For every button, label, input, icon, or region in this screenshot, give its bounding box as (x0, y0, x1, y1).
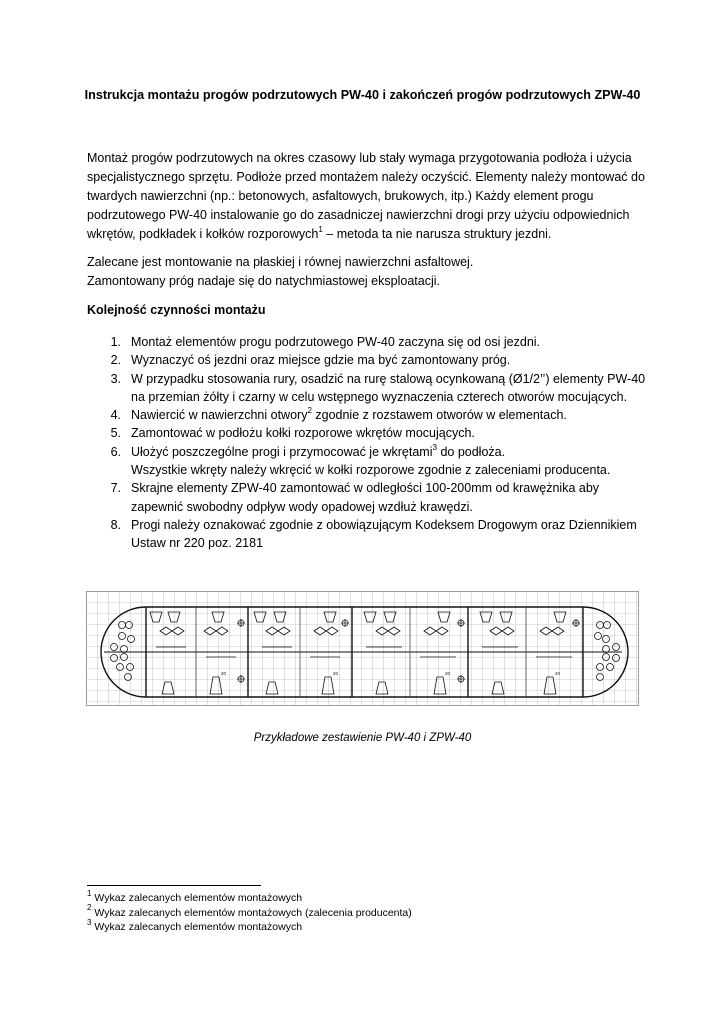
footnote-number: 1 (87, 888, 92, 898)
step-text: Ułożyć poszczególne progi i przymocować je wkrętami (131, 444, 433, 459)
list-item (87, 424, 657, 442)
step-text: na przemian żółty i czarny w celu wstępnego wyznaczenia czterech otworów mocujących. (131, 389, 628, 404)
recommendation-line: Zamontowany próg nadaje się do natychmiastowej eksploatacji. (87, 274, 440, 288)
intro-line: twardych nawierzchni (np.: betonowych, asfaltowych, brukowych, itp.) Każdy element progu (87, 189, 594, 203)
grid-background (86, 591, 639, 706)
list-item (87, 351, 657, 369)
assembly-diagram (86, 591, 639, 706)
list-item (87, 370, 657, 407)
step-text: Wyznaczyć oś jezdni oraz miejsce gdzie ma być zamontowany próg. (131, 353, 511, 368)
step-text: Zamontować w podłożu kołki rozporowe wkrętów mocujących. (131, 426, 475, 441)
recommendation-line: Zalecane jest montowanie na płaskiej i równej nawierzchni asfaltowej. (87, 255, 474, 269)
footnote-text: Wykaz zalecanych elementów montażowych (91, 892, 303, 904)
figure-caption: Przykładowe zestawienie PW-40 i ZPW-40 (253, 732, 472, 744)
step-text: zapewnić swobodny odpływ wody opadowej wzdłuż krawędzi. (131, 499, 473, 514)
marker-label: 20 (333, 671, 339, 676)
steps-heading: Kolejność czynności montażu (87, 303, 266, 317)
step-text: Skrajne elementy ZPW-40 zamontować w odległości 100-200mm od krawężnika aby (131, 481, 600, 496)
footnote-text: Wykaz zalecanych elementów montażowych (91, 921, 303, 933)
list-item (87, 516, 657, 553)
step-text: Montaż elementów progu podrzutowego PW-40 zaczyna się od osi jezdni. (131, 335, 541, 349)
intro-line: Montaż progów podrzutowych na okres czasowy lub stały wymaga przygotowania podłoża i użycia (87, 151, 632, 165)
intro-text: wkrętów, podkładek i kołków rozporowych (87, 227, 319, 241)
footnote (87, 917, 412, 935)
intro-line: specjalistycznego sprzętu. Podłoże przed montażem należy oczyścić. Elementy należy montować do (87, 170, 645, 184)
step-number: 1. (110, 335, 121, 349)
step-number: 5. (110, 426, 121, 441)
footnote-ref: 3 (432, 442, 437, 452)
steps-list (87, 333, 657, 553)
footnote-ref: 1 (318, 224, 323, 234)
step-text: W przypadku stosowania rury, osadzić na rurę stalową ocynkowaną (Ø1/2’’) elementy PW-40 (131, 371, 646, 386)
list-item (87, 333, 657, 351)
list-item (87, 479, 657, 516)
footnote-ref: 2 (307, 406, 312, 416)
footnote (87, 888, 412, 906)
footnote-text: Wykaz zalecanych elementów montażowych (zalecenia producenta) (91, 906, 412, 919)
step-number: 4. (110, 408, 121, 423)
footnote-divider (87, 885, 261, 886)
list-item (87, 406, 657, 424)
footnote (87, 903, 412, 921)
step-text: Nawiercić w nawierzchni otwory (131, 408, 308, 423)
marker-label: 20 (221, 671, 227, 676)
list-item (87, 443, 657, 480)
footnote-number: 2 (87, 903, 92, 912)
step-text: Progi należy oznakować zgodnie z obowiązującym Kodeksem Drogowym oraz Dziennikiem (131, 517, 637, 532)
footnotes (87, 888, 412, 935)
step-number: 6. (110, 444, 121, 459)
marker-label: 20 (445, 671, 451, 676)
step-text: zgodnie z rozstawem otworów w elementach. (311, 408, 567, 423)
step-number: 2. (110, 353, 121, 368)
intro-line (87, 225, 647, 244)
intro-text: – metoda ta nie narusza struktury jezdni. (322, 227, 552, 241)
recommendation-paragraph (87, 253, 647, 291)
step-text: do podłoża. (436, 444, 506, 459)
footnote-number: 3 (87, 917, 92, 927)
step-text: Ustaw nr 220 poz. 2181 (131, 536, 264, 551)
intro-line: podrzutowego PW-40 instalowanie go do zasadniczej nawierzchni drogi przy użyciu odpowiednich (87, 208, 630, 222)
document-title: Instrukcja montażu progów podrzutowych PW-40 i zakończeń progów podrzutowych ZPW-40 (84, 88, 641, 102)
marker-label: 20 (555, 671, 561, 676)
step-text: Wszystkie wkręty należy wkręcić w kołki rozporowe zgodnie z zaleceniami producenta. (131, 463, 611, 478)
intro-paragraph (87, 149, 647, 244)
step-number: 7. (110, 481, 121, 496)
step-number: 8. (110, 517, 121, 532)
step-number: 3. (110, 371, 121, 386)
